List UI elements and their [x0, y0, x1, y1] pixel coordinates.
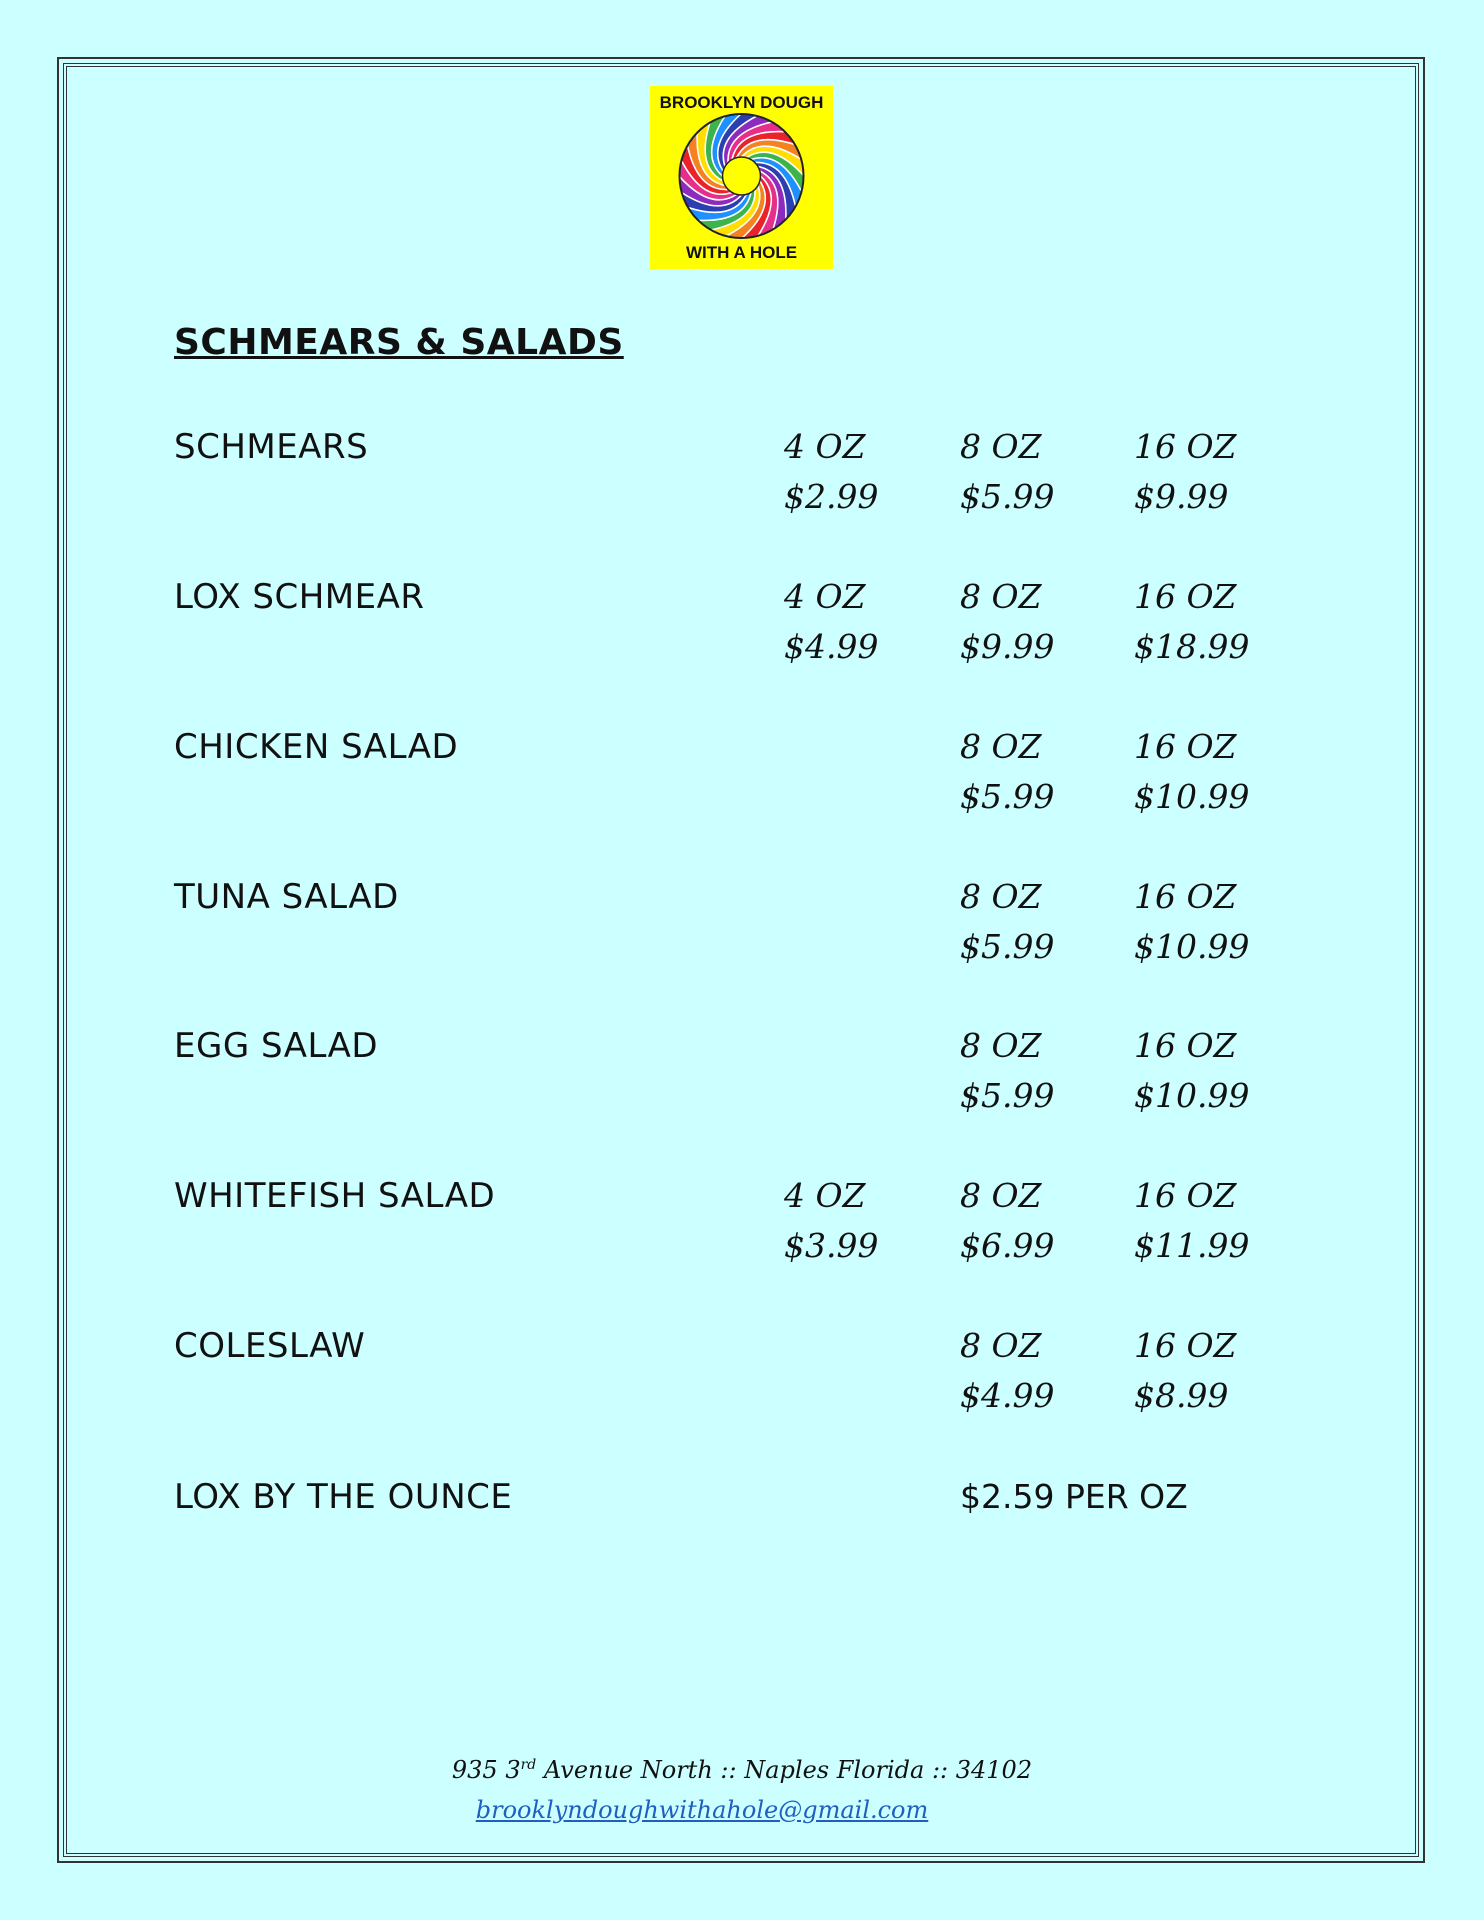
menu-item-size: 8 OZ: [960, 1326, 1042, 1365]
menu-item-price: $9.99: [960, 627, 1055, 666]
menu-item: [0, 1326, 1484, 1426]
menu-item-size: 16 OZ: [1134, 1176, 1237, 1215]
address-suffix: rd: [520, 1757, 537, 1773]
menu-item-size: 4 OZ: [784, 1176, 866, 1215]
menu-item-name: SCHMEARS: [174, 427, 369, 467]
menu-item-price: $5.99: [960, 477, 1055, 516]
menu-item-size: 16 OZ: [1134, 727, 1237, 766]
menu-item-name: LOX SCHMEAR: [174, 577, 425, 617]
donut-hole: [723, 157, 761, 195]
email-link[interactable]: brooklyndoughwithahole@gmail.com: [475, 1796, 929, 1824]
special-item: [0, 1477, 1484, 1577]
menu-item-price: $10.99: [1134, 777, 1250, 816]
menu-item-name: COLESLAW: [174, 1326, 366, 1366]
menu-item-price: $18.99: [1134, 627, 1250, 666]
menu-item-name: CHICKEN SALAD: [174, 727, 459, 767]
menu-item-size: 8 OZ: [960, 577, 1042, 616]
menu-item-price: $5.99: [960, 777, 1055, 816]
menu-item-size: 8 OZ: [960, 1176, 1042, 1215]
menu-item-price: $6.99: [960, 1226, 1055, 1265]
menu-item-name: WHITEFISH SALAD: [174, 1176, 496, 1216]
menu-item-name: EGG SALAD: [174, 1026, 379, 1066]
menu-item: [0, 727, 1484, 827]
menu-item-size: 16 OZ: [1134, 1326, 1237, 1365]
menu-item-size: 8 OZ: [960, 427, 1042, 466]
menu-item-size: 8 OZ: [960, 877, 1042, 916]
menu-item-size: 16 OZ: [1134, 877, 1237, 916]
menu-item: [0, 577, 1484, 677]
section-title: SCHMEARS & SALADS: [174, 322, 624, 363]
menu-item-size: 4 OZ: [784, 577, 866, 616]
menu-item: [0, 1026, 1484, 1126]
logo-text-top: BROOKLYN DOUGH: [659, 93, 824, 112]
menu-item-price: $11.99: [1134, 1226, 1250, 1265]
menu-item-price: $4.99: [960, 1376, 1055, 1415]
menu-item-price: $5.99: [960, 927, 1055, 966]
address-number: 935 3: [451, 1756, 521, 1784]
address-rest: Avenue North :: Naples Florida :: 34102: [536, 1756, 1033, 1784]
footer-address: [0, 1756, 1484, 1784]
logo-text-bottom: WITH A HOLE: [685, 243, 798, 262]
rainbow-donut-icon: [650, 86, 833, 269]
menu-item-price: $9.99: [1134, 477, 1229, 516]
menu-item-size: 16 OZ: [1134, 1026, 1237, 1065]
menu-item-price: $3.99: [784, 1226, 879, 1265]
brand-logo: [650, 86, 833, 269]
menu-item: [0, 877, 1484, 977]
menu-item-price: $5.99: [960, 1076, 1055, 1115]
menu-item-price: $10.99: [1134, 927, 1250, 966]
menu-item-size: 16 OZ: [1134, 577, 1237, 616]
menu-item: [0, 427, 1484, 527]
menu-item-name: TUNA SALAD: [174, 877, 399, 917]
menu-item-price: $8.99: [1134, 1376, 1229, 1415]
special-item-name: LOX BY THE OUNCE: [174, 1477, 513, 1517]
menu-item-price: $10.99: [1134, 1076, 1250, 1115]
menu-item-size: 16 OZ: [1134, 427, 1237, 466]
menu-item-size: 8 OZ: [960, 1026, 1042, 1065]
menu-item: [0, 1176, 1484, 1276]
menu-item-size: 8 OZ: [960, 727, 1042, 766]
special-item-price: $2.59 PER OZ: [960, 1477, 1188, 1516]
menu-item-price: $2.99: [784, 477, 879, 516]
menu-item-price: $4.99: [784, 627, 879, 666]
menu-item-size: 4 OZ: [784, 427, 866, 466]
